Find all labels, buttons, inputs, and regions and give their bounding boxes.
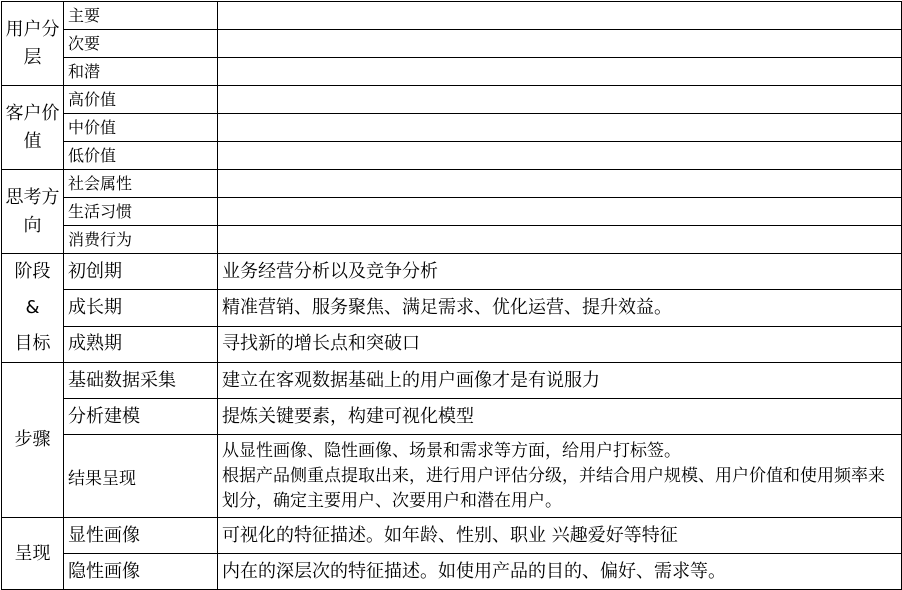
category-cell: 呈现 — [2, 518, 64, 590]
description-line: 根据产品侧重点提取出来，进行用户评估分级，并结合用户规模、用户价值和使用频率来划分，确定主要用户、次要用户和潜在用户。 — [222, 465, 885, 511]
item-cell: 显性画像 — [64, 518, 218, 554]
item-cell: 低价值 — [64, 142, 218, 170]
table-row — [2, 518, 902, 554]
table-row — [2, 254, 902, 290]
item-cell: 结果呈现 — [64, 435, 218, 518]
table-row — [2, 363, 902, 399]
table-row — [2, 326, 902, 362]
description-line: 从显性画像、隐性画像、场景和需求等方面，给用户打标签。 — [222, 440, 681, 461]
table-row — [2, 435, 902, 518]
table-row — [2, 198, 902, 226]
description-cell — [218, 114, 902, 142]
item-cell: 次要 — [64, 30, 218, 58]
description-cell: 内在的深层次的特征描述。如使用产品的目的、偏好、需求等。 — [218, 554, 902, 590]
user-persona-table — [1, 1, 902, 590]
item-cell: 生活习惯 — [64, 198, 218, 226]
table-row — [2, 114, 902, 142]
category-cell: 步骤 — [2, 363, 64, 518]
description-cell: 精准营销、服务聚焦、满足需求、优化运营、提升效益。 — [218, 290, 902, 326]
table-row — [2, 399, 902, 435]
item-cell: 成长期 — [64, 290, 218, 326]
category-label-line: & — [25, 297, 40, 318]
item-cell: 和潜 — [64, 58, 218, 86]
item-cell: 高价值 — [64, 86, 218, 114]
item-cell: 消费行为 — [64, 226, 218, 254]
description-cell — [218, 142, 902, 170]
description-cell — [218, 435, 902, 518]
category-cell: 客户价值 — [2, 86, 64, 170]
description-cell — [218, 170, 902, 198]
table-row — [2, 226, 902, 254]
category-label-line: 目标 — [14, 333, 51, 354]
table-row — [2, 58, 902, 86]
item-cell: 隐性画像 — [64, 554, 218, 590]
table-row — [2, 2, 902, 30]
user-persona-table-sheet — [1, 1, 901, 583]
table-row — [2, 142, 902, 170]
description-cell: 建立在客观数据基础上的用户画像才是有说服力 — [218, 363, 902, 399]
item-cell: 基础数据采集 — [64, 363, 218, 399]
description-cell — [218, 30, 902, 58]
item-cell: 主要 — [64, 2, 218, 30]
description-cell: 可视化的特征描述。如年龄、性别、职业 兴趣爱好等特征 — [218, 518, 902, 554]
table-row — [2, 30, 902, 58]
description-cell — [218, 226, 902, 254]
item-cell: 社会属性 — [64, 170, 218, 198]
description-cell: 提炼关键要素，构建可视化模型 — [218, 399, 902, 435]
table-row — [2, 290, 902, 326]
description-cell — [218, 2, 902, 30]
table-row — [2, 170, 902, 198]
category-cell: 思考方向 — [2, 170, 64, 254]
table-row — [2, 554, 902, 590]
item-cell: 分析建模 — [64, 399, 218, 435]
category-cell: 用户分层 — [2, 2, 64, 86]
description-cell — [218, 58, 902, 86]
table-row — [2, 86, 902, 114]
item-cell: 初创期 — [64, 254, 218, 290]
item-cell: 成熟期 — [64, 326, 218, 362]
description-cell: 业务经营分析以及竞争分析 — [218, 254, 902, 290]
category-cell — [2, 254, 64, 363]
category-label-line: 阶段 — [14, 261, 51, 282]
item-cell: 中价值 — [64, 114, 218, 142]
description-cell — [218, 198, 902, 226]
description-cell: 寻找新的增长点和突破口 — [218, 326, 902, 362]
description-cell — [218, 86, 902, 114]
